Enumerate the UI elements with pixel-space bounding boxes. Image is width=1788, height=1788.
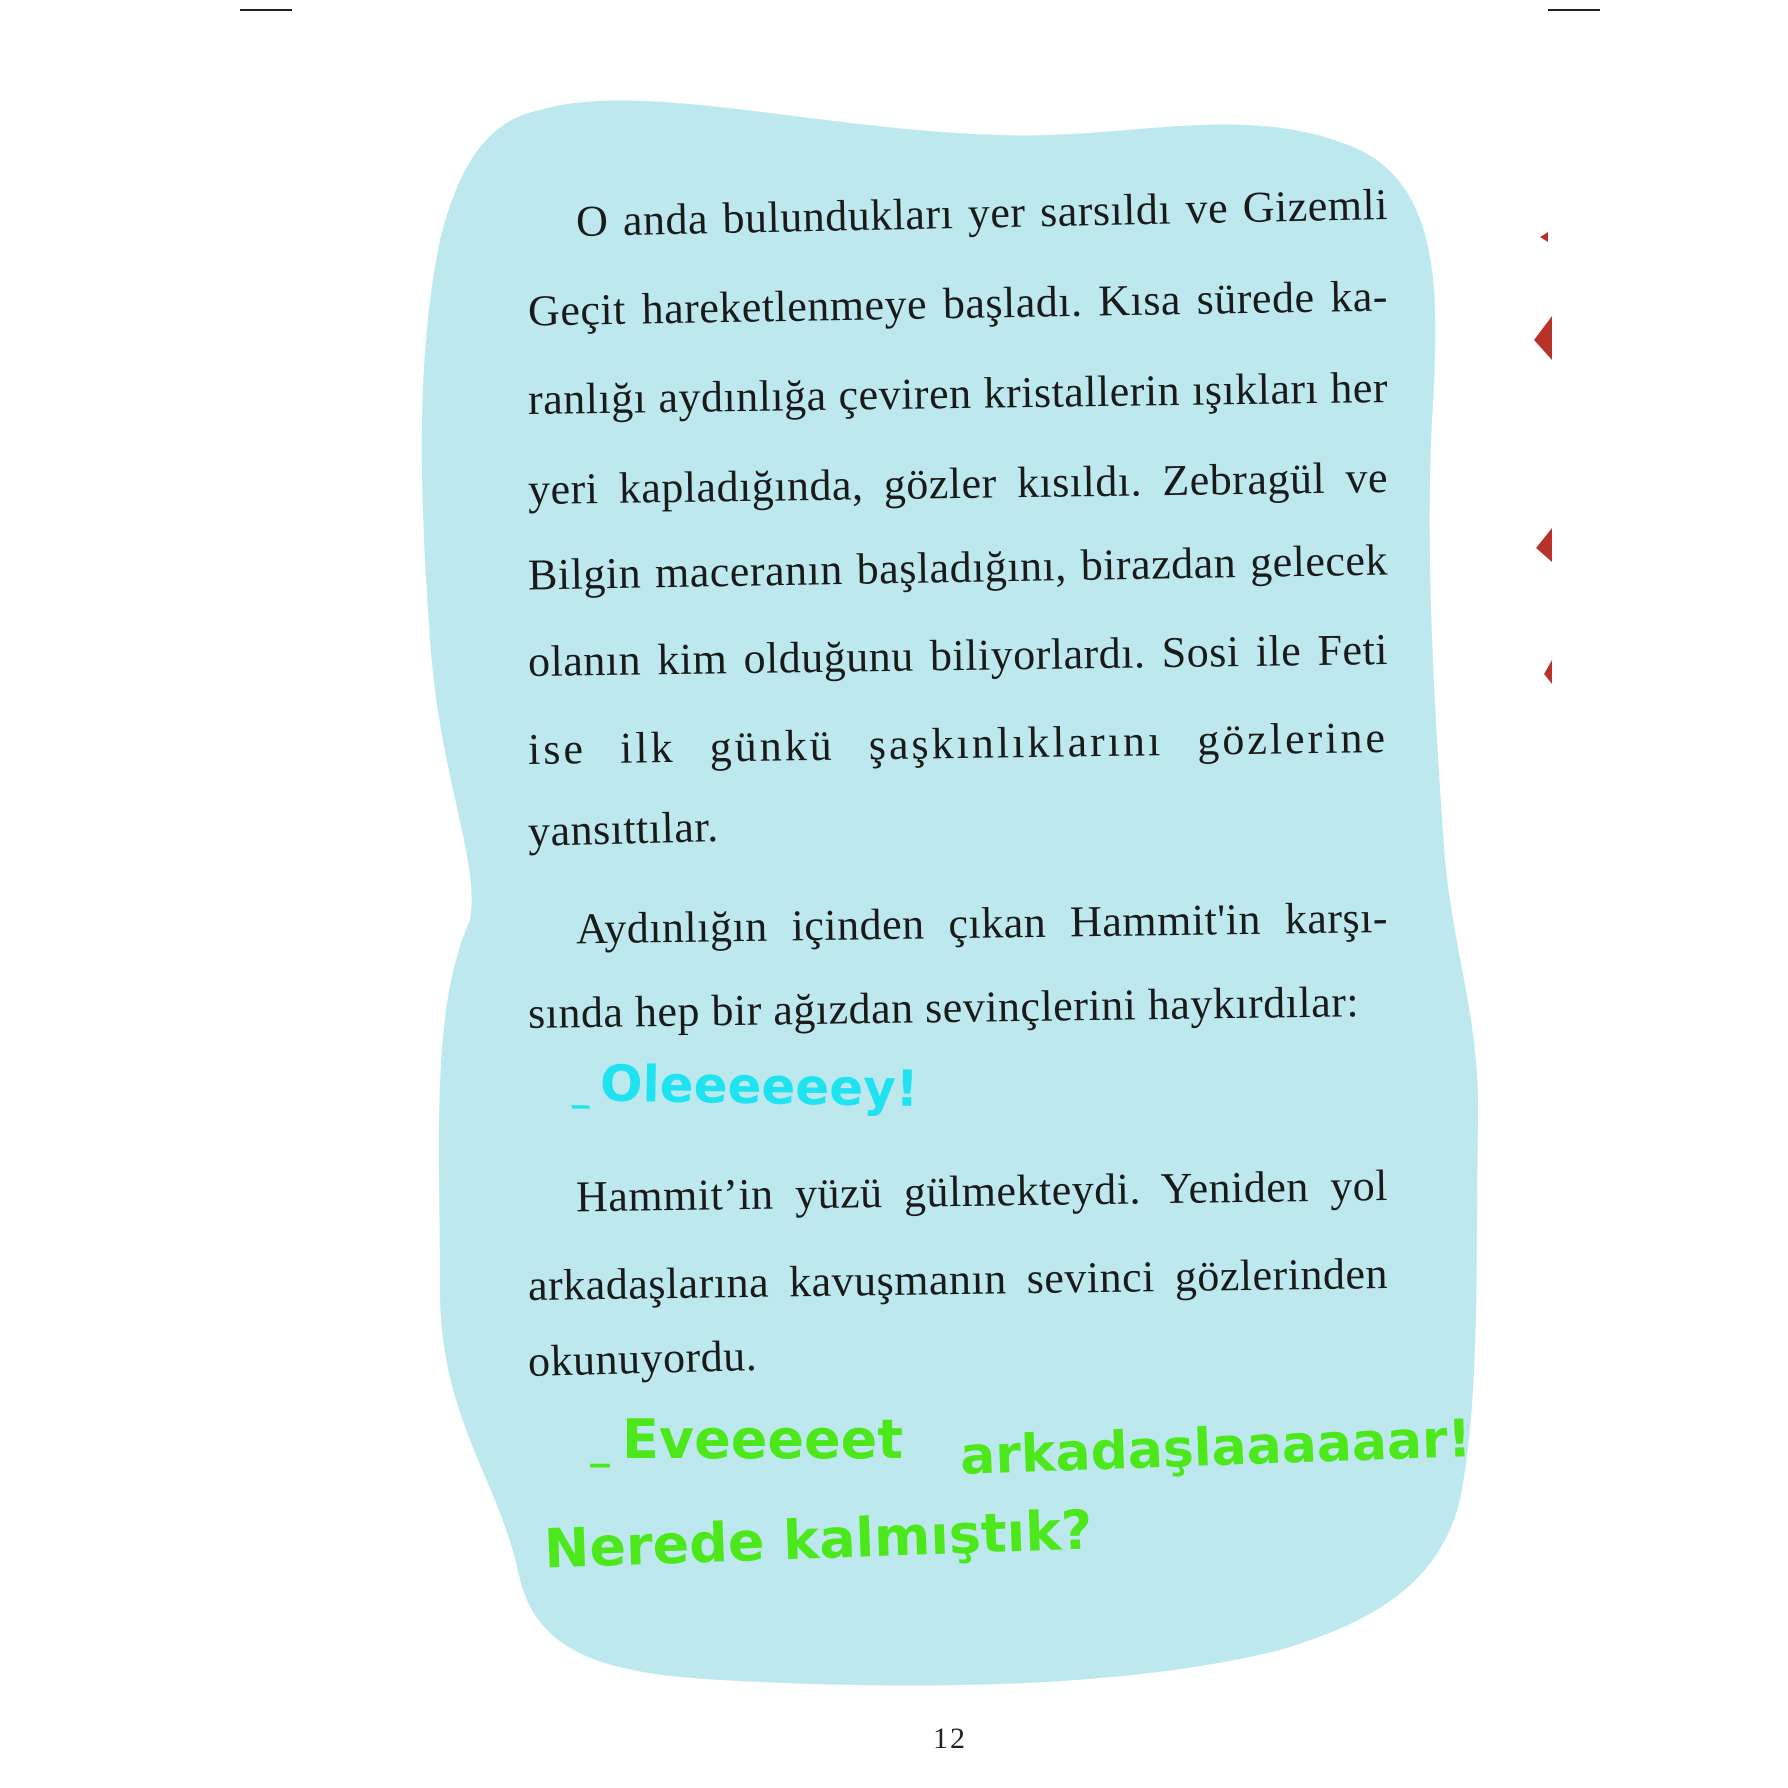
shout-line-1 bbox=[590, 1410, 903, 1475]
text-line: olanın kim olduğunu biliyorlardı. Sosi ile Feti bbox=[527, 624, 1389, 687]
ornament-shape-4 bbox=[1544, 660, 1552, 684]
shout-dash: _ bbox=[571, 1067, 591, 1110]
text-line: O anda bulundukları yer sarsıldı ve Gizemli bbox=[575, 180, 1389, 246]
text-line: yansıttılar. bbox=[527, 802, 720, 856]
text-line: Geçit hareketlenmeye başladı. Kısa sürede ka- bbox=[527, 271, 1389, 336]
shout-dash: _ bbox=[590, 1422, 610, 1468]
text-line: ranlığı aydınlığa çeviren kristallerin ışıkları her bbox=[527, 362, 1389, 425]
ornament-shape-2 bbox=[1534, 316, 1552, 360]
text-line: Hammit’in yüzü gülmekteydi. Yeniden yol bbox=[575, 1160, 1389, 1222]
text-line: arkadaşlarına kavuşmanın sevinci gözlerinden bbox=[527, 1248, 1389, 1311]
ornament-shape-3 bbox=[1536, 528, 1552, 562]
shout-word-2: arkadaşlaaaaaar! bbox=[959, 1409, 1473, 1487]
ornament-shape-1 bbox=[1540, 232, 1548, 242]
page-number: 12 bbox=[933, 1722, 967, 1755]
text-line: yeri kapladığında, gözler kısıldı. Zebragül ve bbox=[527, 452, 1389, 515]
shout-line-2: Nerede kalmıştık? bbox=[543, 1498, 1094, 1581]
text-line: ise ilk günkü şaşkınlıklarını gözlerine bbox=[527, 712, 1389, 775]
shout-word-1: Eveeeeet bbox=[622, 1408, 904, 1471]
text-line: Aydınlığın içinden çıkan Hammit'in karşı- bbox=[575, 892, 1389, 954]
shout-oleeeeeey bbox=[571, 1053, 919, 1125]
text-line: sında hep bir ağızdan sevinçlerini haykırdılar: bbox=[527, 977, 1360, 1038]
shout-text: Oleeeeeey! bbox=[599, 1054, 920, 1119]
text-line: Bilgin maceranın başladığını, birazdan gelecek bbox=[527, 535, 1389, 600]
text-line: okunuyordu. bbox=[527, 1331, 758, 1386]
